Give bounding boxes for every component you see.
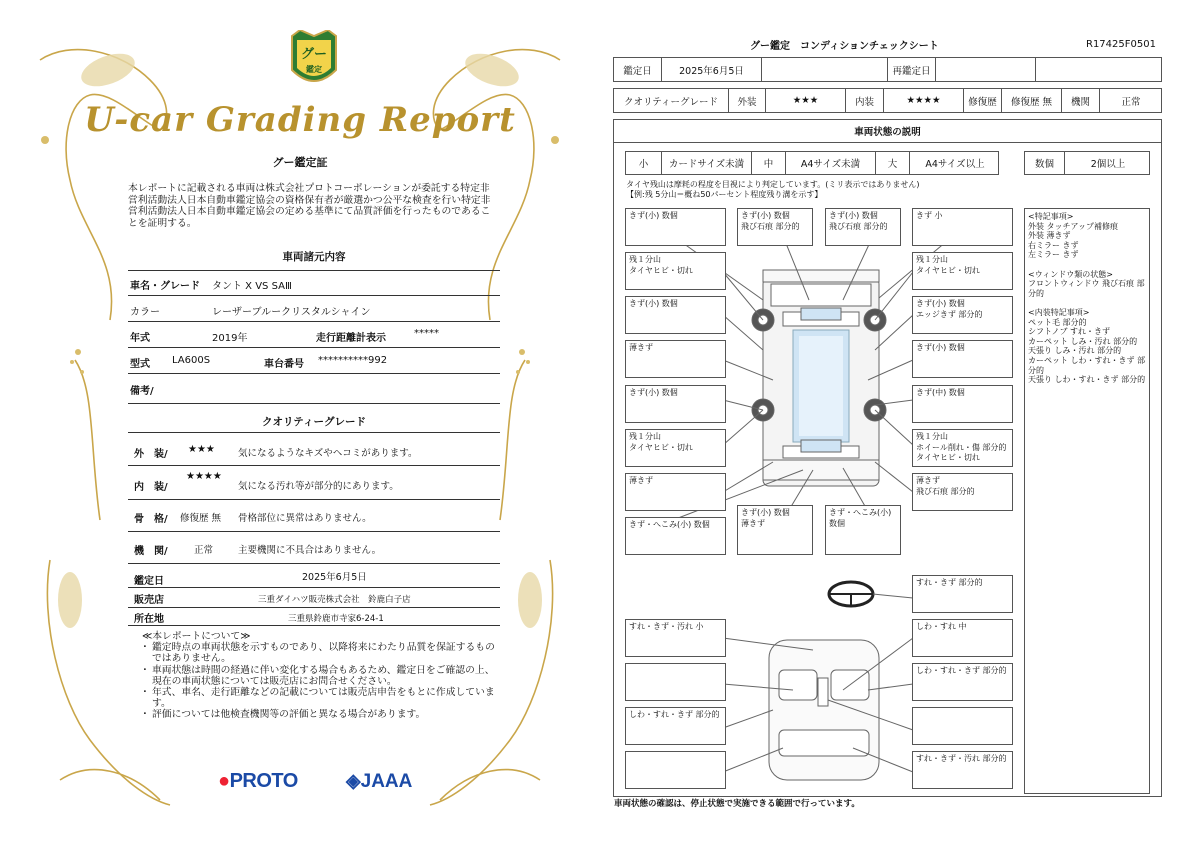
spec-row-model	[128, 348, 500, 374]
ext-box-left-2: 薄きず	[625, 340, 726, 378]
proto-logo: ●PROTO	[218, 770, 298, 792]
date-empty-cell	[762, 58, 888, 81]
grade-table	[613, 88, 1162, 113]
info-row-dealer	[128, 588, 500, 608]
ext-label: 外装	[729, 89, 766, 112]
sheet-title: グー鑑定 コンディションチェックシート	[750, 41, 939, 52]
address-value: 三重県鈴鹿市寺家6-24-1	[288, 614, 384, 624]
engine-label: 機関	[1062, 89, 1100, 112]
legend-large: 大	[876, 152, 910, 174]
remarks-label: 備考/	[130, 386, 154, 397]
ext-box-right-4: 薄きず 飛び石痕 部分的	[912, 473, 1013, 511]
info-row-address	[128, 608, 500, 626]
date-label: 鑑定日	[614, 58, 662, 81]
count-label: 数個	[1025, 152, 1065, 174]
dealer-value: 三重ダイハツ販売株式会社 鈴鹿白子店	[258, 595, 411, 605]
int-box-steering: すれ・きず 部分的	[912, 575, 1013, 613]
grade-label: クオリティーグレード	[614, 89, 729, 112]
engine-value: 正常	[1121, 96, 1141, 108]
intro-text: 本レポートに記載される車両は株式会社プロトコーポレーションが委託する特定非営利活動法人日本自動車鑑定協会の資格保有者が厳選かつ公平な検査を行い特定非営利活動法人日本自動車鑑定協会の定める基準にて品質評価を行ったものであることを証明する。	[128, 183, 491, 229]
int-box-right-3	[912, 707, 1013, 745]
interior-title: <内装特記事項>	[1028, 307, 1090, 317]
svg-text:鑑定: 鑑定	[306, 65, 322, 74]
year-value: 2019年	[212, 333, 248, 344]
model-value: LA600S	[172, 355, 211, 366]
ext-box-front-center-left: きず(小) 数個 飛び石痕 部分的	[737, 208, 813, 246]
redate-value	[936, 58, 1036, 81]
exterior-label: 外 装/	[134, 449, 168, 460]
count-table	[1024, 151, 1150, 175]
ext-box-rear-center-left: きず(小) 数個 薄きず	[737, 505, 813, 555]
grade-row-interior	[128, 466, 500, 500]
cert-title: グー鑑定証	[272, 156, 328, 169]
report-script-title: U-car Grading Report	[84, 100, 516, 140]
color-value: レーザーブルークリスタルシャイン	[212, 307, 371, 318]
ext-box-tire-front-left: 残１分山 タイヤヒビ・切れ	[625, 252, 726, 290]
sheet-footer: 車両状態の確認は、停止状態で実施できる範囲で行っています。	[614, 799, 860, 809]
ext-box-tire-rear-right: 残１分山 ホイール削れ・傷 部分的 タイヤヒビ・切れ	[912, 429, 1013, 467]
int-box-left-2	[625, 663, 726, 701]
interior-item: 天張り しわ・すれ・きず 部分的	[1028, 375, 1146, 385]
special-item: 左ミラー きず	[1028, 250, 1079, 260]
chassis-value: **********992	[318, 355, 388, 366]
date-value: 2025年6月5日	[662, 58, 762, 81]
notes-title: ≪本レポートについて≫	[142, 631, 251, 642]
redate-label: 再鑑定日	[888, 58, 936, 81]
legend-title: 車両状態の説明	[613, 119, 1162, 143]
ext-box-right-2: きず(小) 数個	[912, 340, 1013, 378]
legend-table	[625, 151, 999, 175]
model-label: 型式	[130, 359, 150, 370]
exterior-desc: 気になるようなキズやヘコミがあります。	[238, 448, 418, 459]
int-box-left-3: しわ・すれ・きず 部分的	[625, 707, 726, 745]
tire-note-1: タイヤ残山は摩耗の程度を目視により判定しています。(ミリ表示ではありません)	[626, 180, 920, 189]
interior-item: ペット毛 部分的	[1028, 317, 1087, 327]
int-box-right-2: しわ・すれ・きず 部分的	[912, 663, 1013, 701]
jaaa-logo: ◈JAAA	[346, 771, 413, 792]
note-item: ・ 評価については他検査機関等の評価と異なる場合があります。	[142, 709, 500, 720]
int-box-right-4: すれ・きず・汚れ 部分的	[912, 751, 1013, 789]
spec-row-color	[128, 296, 500, 322]
repair-value: 修復歴 無	[1002, 89, 1062, 112]
grade-row-engine	[128, 532, 500, 564]
tire-note-2: 【例:残 5分山＝概ね50パーセント程度残り溝を示す】	[626, 190, 823, 199]
name-label: 車名・グレード	[130, 281, 200, 292]
spec-section-title: 車両諸元内容	[282, 251, 346, 263]
special-title: <特記事項>	[1028, 212, 1074, 221]
legend-small: 小	[626, 152, 662, 174]
int-box-left-4	[625, 751, 726, 789]
special-notes-panel	[1024, 208, 1150, 794]
ext-box-tire-rear-left: 残１分山 タイヤヒビ・切れ	[625, 429, 726, 467]
report-notes	[142, 631, 500, 721]
spec-row-name	[128, 270, 500, 296]
color-label: カラー	[130, 307, 160, 318]
ext-box-front-center-right: きず(小) 数個 飛び石痕 部分的	[825, 208, 901, 246]
engine-label: 機 関/	[134, 546, 168, 557]
mileage-label: 走行距離計表示	[316, 333, 386, 344]
ext-box-rear-center-right: きず・へこみ(小) 数個	[825, 505, 901, 555]
chassis-label: 車台番号	[264, 359, 304, 370]
int-box-left-1: すれ・きず・汚れ 小	[625, 619, 726, 657]
count-value: 2個以上	[1090, 159, 1126, 170]
interior-item: シフトノブ すれ・きず	[1028, 327, 1111, 337]
ext-box-left-3: きず(小) 数個	[625, 385, 726, 423]
date-value: 2025年6月5日	[302, 572, 367, 583]
special-item: 外装 タッチアップ補修痕	[1028, 221, 1118, 231]
int-box-right-1: しわ・すれ 中	[912, 619, 1013, 657]
sheet-id: R17425F0501	[1086, 39, 1156, 50]
ext-box-front-left: きず(小) 数個	[625, 208, 726, 246]
quality-section-title: クオリティーグレード	[262, 416, 366, 428]
ext-box-left-4: 薄きず	[625, 473, 726, 511]
legend-medium: 中	[752, 152, 786, 174]
ext-box-tire-front-right: 残１分山 タイヤヒビ・切れ	[912, 252, 1013, 290]
ext-box-right-3: きず(中) 数個	[912, 385, 1013, 423]
int-label: 内装	[846, 89, 884, 112]
note-item: ・ 車両状態は時間の経過に伴い変化する場合もあるため、鑑定日をご確認の上、現在の車両状態については販売店にお問合せください。	[142, 665, 500, 687]
info-row-date	[128, 564, 500, 588]
interior-item: 天張り しみ・汚れ 部分的	[1028, 346, 1122, 356]
frame-label: 骨 格/	[134, 514, 168, 525]
legend-large-desc: A4サイズ以上	[925, 159, 985, 170]
window-item: フロントウィンドウ 飛び石痕 部分的	[1028, 279, 1145, 298]
address-label: 所在地	[134, 614, 164, 625]
date-label: 鑑定日	[134, 576, 164, 587]
engine-desc: 主要機関に不具合はありません。	[238, 545, 382, 556]
dealer-label: 販売店	[134, 595, 164, 606]
name-value: タント X VS SAⅢ	[212, 281, 292, 292]
redate-empty-cell	[1036, 58, 1162, 81]
window-title: <ウィンドウ類の状態>	[1028, 269, 1113, 279]
goo-badge-logo	[286, 30, 342, 92]
ext-box-right-1: きず(小) 数個 エッジきず 部分的	[912, 296, 1013, 334]
grade-row-exterior	[128, 432, 500, 466]
year-label: 年式	[130, 333, 150, 344]
grade-row-frame	[128, 500, 500, 532]
legend-small-desc: カードサイズ未満	[662, 152, 752, 174]
spec-row-year	[128, 322, 500, 348]
interior-item: カーペット しわ・すれ・きず 部分的	[1028, 355, 1146, 375]
svg-text:グー: グー	[300, 47, 328, 62]
interior-label: 内 装/	[134, 482, 168, 493]
note-item: ・ 年式、車名、走行距離などの記載については販売店申告をもとに作成しています。	[142, 687, 500, 709]
mileage-value: *****	[414, 328, 439, 339]
engine-value: 正常	[194, 545, 214, 556]
ext-box-rear-left: きず・へこみ(小) 数個	[625, 517, 726, 555]
interior-item: カーペット しみ・汚れ 部分的	[1028, 336, 1138, 346]
date-table	[613, 57, 1162, 82]
ext-value: ★★★	[766, 89, 846, 112]
special-item: 外装 薄きず	[1028, 231, 1071, 241]
frame-desc: 骨格部位に異常はありません。	[238, 513, 372, 524]
interior-stars: ★★★★	[186, 471, 222, 482]
footer-logos	[218, 770, 418, 800]
frame-value: 修復歴 無	[180, 513, 222, 524]
special-item: 右ミラー きず	[1028, 240, 1079, 250]
ext-box-front-right: きず 小	[912, 208, 1013, 246]
repair-label: 修復歴	[964, 89, 1002, 112]
spec-row-remarks	[128, 374, 500, 404]
exterior-stars: ★★★	[188, 444, 215, 455]
interior-desc: 気になる汚れ等が部分的にあります。	[238, 481, 399, 492]
note-item: ・ 鑑定時点の車両状態を示すものであり、以降将来にわたり品質を保証するものではありません。	[142, 642, 500, 664]
int-value: ★★★★	[884, 89, 964, 112]
ext-box-left-1: きず(小) 数個	[625, 296, 726, 334]
legend-medium-desc: A4サイズ未満	[786, 152, 876, 174]
